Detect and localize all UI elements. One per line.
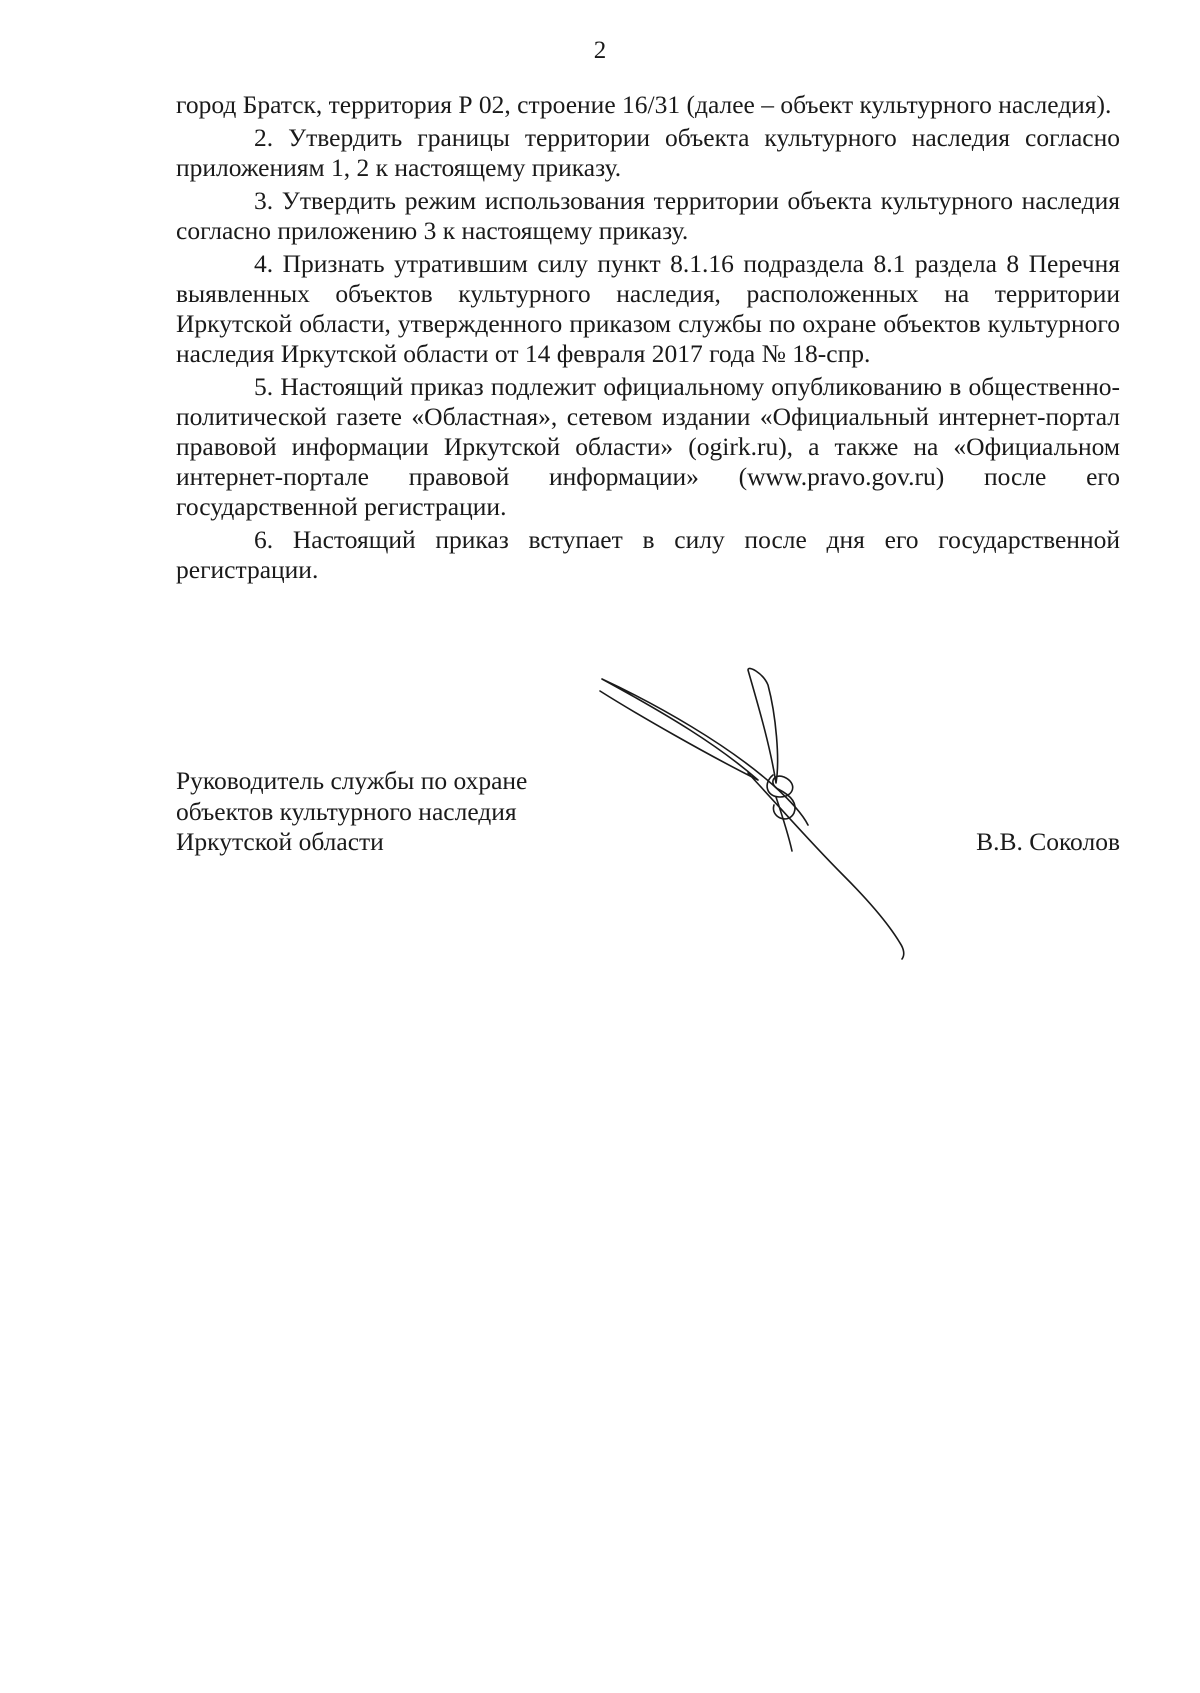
signer-title-line: Иркутской области: [176, 827, 384, 856]
paragraph-item-2: 2. Утвердить границы территории объекта культурного наследия согласно приложениям 1, 2 к настоящему приказу.: [176, 123, 1120, 182]
paragraph-item-4: 4. Признать утратившим силу пункт 8.1.16 подраздела 8.1 раздела 8 Перечня выявленных объектов культурного наследия, расположенных на территории Иркутской области, утвержденного приказом службы по охране объектов культурного наследия Иркутской области от 14 февраля 2017 года № 18-спр.: [176, 249, 1120, 368]
signer-title-line: объектов культурного наследия: [176, 796, 517, 826]
paragraph-item-6: 6. Настоящий приказ вступает в силу после дня его государственной регистрации.: [176, 525, 1120, 584]
paragraph-item-3: 3. Утвердить режим использования территории объекта культурного наследия согласно приложению 3 к настоящему приказу.: [176, 186, 1120, 245]
page-number: 2: [593, 37, 607, 64]
handwritten-signature: [598, 665, 928, 970]
paragraph-continuation: город Братск, территория Р 02, строение 16/31 (далее – объект культурного наследия).: [176, 90, 1112, 119]
signer-title: [176, 766, 527, 858]
signer-title-line: Руководитель службы по охране: [176, 766, 528, 795]
paragraph-item-5: 5. Настоящий приказ подлежит официальному опубликованию в общественно-политической газете «Областная», сетевом издании «Официальный интернет-портал правовой информации Иркутской области» (ogirk.ru), а также на «Официальном интернет-портале правовой информации» (www.pravo.gov.ru) после его государственной регистрации.: [176, 372, 1120, 521]
document-body: [176, 90, 1120, 588]
signer-name: В.В. Соколов: [976, 827, 1120, 856]
